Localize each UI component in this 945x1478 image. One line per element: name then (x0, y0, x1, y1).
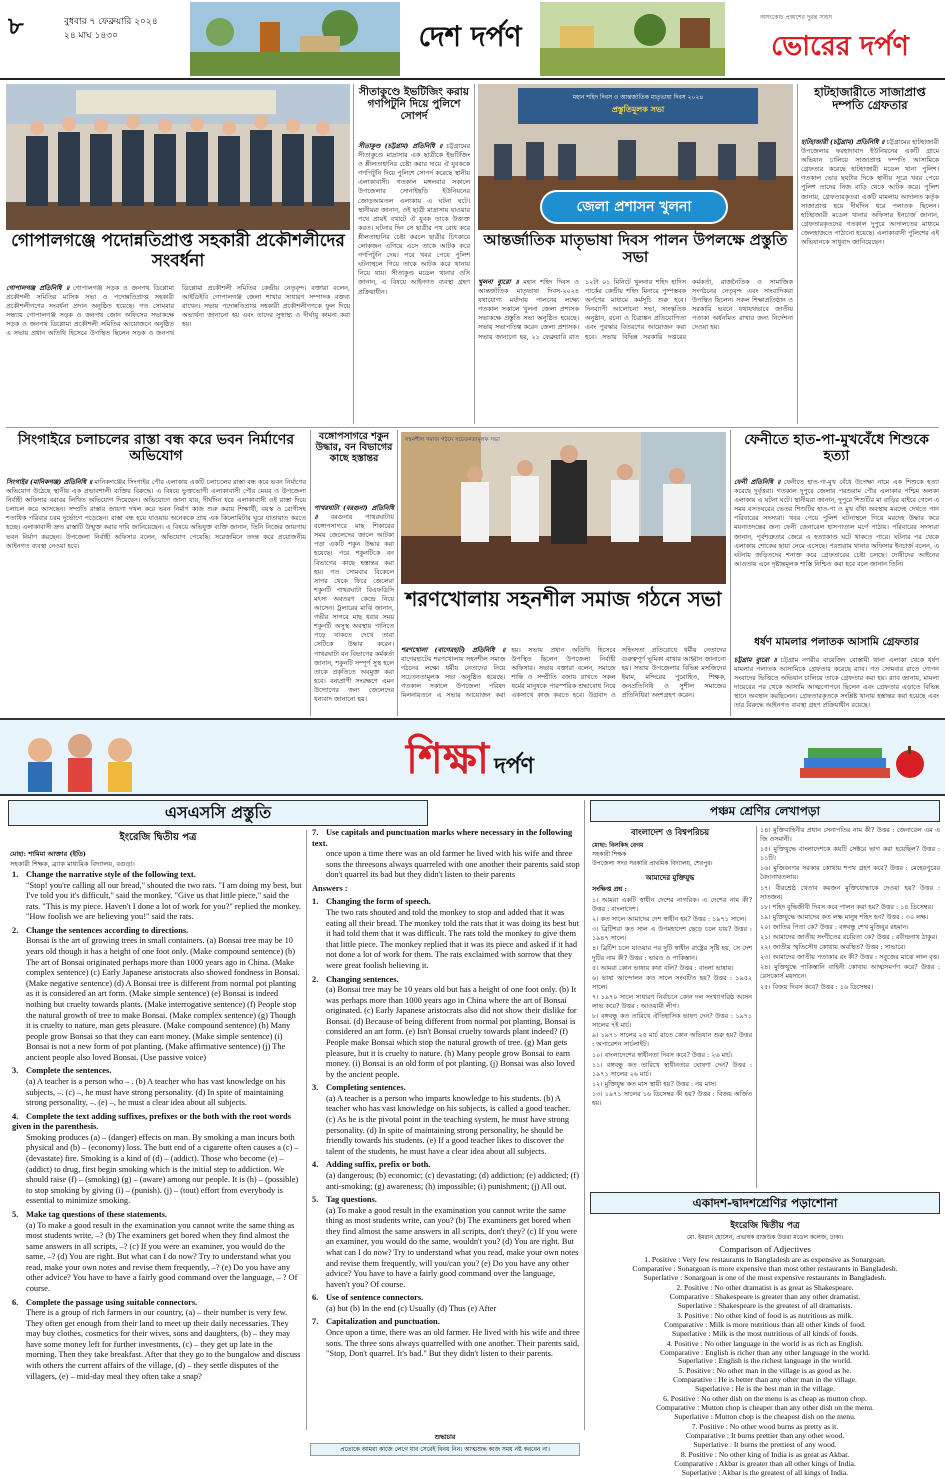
class5-question-item: ১। আমরা একটি স্বাধীন দেশের নাগরিক। এ দেশের নাম কী? উত্তর : বাংলাদেশ। (592, 896, 752, 914)
gopalganj-body: গোপালগঞ্জ সড়ক ও জনপথ ডিপ্লোমা প্রকৌশলী সমিতির মাসিক সভা ও পদোন্নতিপ্রাপ্ত সহকারী প্রকৌশলীগণের সংবর্ধনা প্রদান অনুষ্ঠিত হয়েছে। গত সোমবার সন্ধ্যায় গোপালগঞ্জ সড়ক ও জনপথ জোন অফিসের সভাকক্ষে সড়ক ও জনপথ ডিপ্লোমা প্রকৌশলী সমিতির আয়োজনে অনুষ্ঠিত এ সভায় প্রধান অতিথি হিসেবে উপস্থিত ছিলেন সড়ক ও জনপথ ডিপ্লোমা প্রকৌশলী সমিতির কেন্দ্রীয় নেতৃবৃন্দ। বক্তারা বলেন, আইডিইবি গোপালগঞ্জ জেলা শাখার সাধারণ সম্পাদক বক্তব্য রাখেন। সভায় পদোন্নতিপ্রাপ্ত সহকারী প্রকৌশলীগণকে ফুল দিয়ে অভ্যর্থনা জানানো হয় এবং তাদের সুস্বাস্থ্য ও দীর্ঘায়ু কামনা করা হয়। (6, 284, 350, 338)
comparison-item (590, 1340, 940, 1367)
ssc-title-box (8, 800, 428, 826)
class5-question-item: ১২। মুক্তিযুদ্ধ কত মাস স্থায়ী হয়? উত্তর : নয় মাস। (592, 1079, 717, 1088)
class5-question-item: ২। কত সালে আমাদের দেশ স্বাধীন হয়? উত্তর : ১৯৭১ সালে। (592, 915, 747, 924)
ssc-question-number: 4. (312, 1160, 319, 1170)
language-day-byline: খুলনা ব্যুরো ॥ (478, 278, 519, 286)
comparison-number: 4. (666, 1338, 675, 1348)
comparison-number: 6. (663, 1394, 671, 1404)
ssc-question-number: 2. (12, 925, 19, 935)
class5-question-item: ২৪। মুক্তিযুদ্ধে পাকিস্তানি বাহিনী কোথায় আত্মসমর্পণ করে? উত্তর : রেসকোর্স ময়দানে। (760, 963, 940, 981)
ssc-question-heading (312, 1317, 580, 1328)
comparison-number: 8. (680, 1450, 689, 1460)
class5-title-box (590, 800, 940, 822)
date-line-2: ২৪ মাঘ ১৪৩০ (64, 31, 118, 41)
comparison-superlative: Superlative : English is the richest language in the world. (678, 1356, 852, 1366)
ssc-question-body: (a) A teacher is a person who – . (b) A teacher who has vast knowledge on his subjects, –. (c) –, he must have strong personality. (d) In spite of maintaining strong personality, –. (e) –, he must a clear idea about all subjects. (26, 1076, 286, 1108)
language-day-headline: আন্তর্জাতিক মাতৃভাষা দিবস পালন উপলক্ষে প্রস্তুতি সভা (483, 231, 788, 267)
comparison-superlative: Superlative : It burns the prettiest of any wood. (693, 1440, 837, 1450)
language-day-photo-banner-sub: প্রস্তুতিমূলক সভা (611, 105, 665, 114)
divider (310, 430, 311, 716)
comparison-superlative: Superlative : Sonargoan is one of the most expensive restaurants in Bangladesh. (643, 1272, 887, 1282)
ssc-question-body: There is a group of rich farmers in our country, (a) – their number is very few. They often get enough from their land to meet up their daily necessaries. They may buy clothes, cosmetics for their wives, sons and daughters, (b) – they may have some money left for further investments, (c) – they get up late in the morning. Then they take breakfast. After that they go to the bungalow and discuss with others the current affairs of the village, (d) – they settle disputes of the villagers, (e) – mid-day meal they often take a snap? (26, 1308, 301, 1381)
ssc-question-text: Changing the form of speech. (326, 897, 431, 907)
class11-heading: Comparison of Adjectives (719, 1244, 811, 1254)
divider (306, 830, 307, 1430)
ssc-question-text: Changing sentences. (326, 974, 399, 984)
ssc-question-text: Complete the passage using suitable connectors. (26, 1297, 198, 1307)
gopalganj-headline: গোপালগঞ্জে পদোন্নতিপ্রাপ্ত সহকারী প্রকৌশলীদের সংবর্ধনা (11, 231, 345, 271)
class5-question-item: ৭। ১৯৭০ সালে সাধারণ নির্বাচনে কোন দল সংখ্যাগরিষ্ঠ আসন লাভ করে? উত্তর : আওয়ামী লীগ। (592, 992, 752, 1011)
ssc-question-number: 6. (312, 1293, 319, 1303)
ssc-question-text: Change the narrative style of the following text. (26, 870, 196, 879)
gopalganj-byline: গোপালগঞ্জ প্রতিনিধি ॥ (6, 284, 70, 292)
ssc-question-heading (12, 870, 302, 881)
feni-body: ফেনীতে হাত-পা-মুখ বেঁধে উপেক্ষা নামে এক শিশুকে হত্যা করেছে দুর্বৃত্তরা। গতকাল দুপুরে জেলার পরশুরাম পৌর এলাকার পশ্চিম অলকা এলাকায় এ ঘটনা ঘটে। স্থানীয়রা জানান, দুপুরে শিশুটির মা বাড়ির বাইরে গেলে এ সময় বসতঘরের ভেতর শিশুটির হাত-পা ও মুখ বাঁধা অবস্থায় মরদেহ দেখতে পান পরিবারের সদস্যরা। খবর পেয়ে পুলিশ ঘটনাস্থলে গিয়ে মরদেহ উদ্ধার করে ময়নাতদন্তের জন্য ফেনী জেনারেল হাসপাতাল মর্গে পাঠায়। পরিবারের সদস্যরা জানান, পূর্বশত্রুতার জেরে এ হত্যাকাণ্ড ঘটে থাকতে পারে। ঘটনার পর থেকে এলাকায় শোকের ছায়া নেমে এসেছে। পরশুরাম থানার অফিসার ইনচার্জ বলেন, এ ঘটনায় জড়িতদের শনাক্ত করে গ্রেফতারের চেষ্টা চলছে। দোষীদের আইনের আওতায় এনে দৃষ্টান্তমূলক শাস্তি নিশ্চিত করা হবে বলে জানান তিনি। (734, 478, 939, 568)
ssc-teacher: মোহা: শামিমা আক্তার (ইতি) (10, 850, 87, 858)
sharankhola-body: বাগেরহাটের শরণখোলায় সহনশীল সমাজ গঠনের লক্ষ্যে ধর্মীয় নেতাদের নিয়ে সচেতনতামূলক সভা অনুষ্ঠিত হয়েছে। গতকাল সকালে উপজেলা পরিষদ মিলনায়তনে এ সভার আয়োজন করা হয়। সভায় প্রধান অতিথি হিসেবে উপস্থিত ছিলেন উপজেলা নির্বাহী অফিসার। সভায় বক্তারা বলেন, সমাজে শান্তি ও সম্প্রীতি বজায় রাখতে সকল ধর্মের মানুষকে পারস্পরিক শ্রদ্ধাবোধ নিয়ে একসাথে কাজ করতে হবে। উগ্রবাদ ও সহিংসতা প্রতিরোধে ধর্মীয় নেতাদের গুরুত্বপূর্ণ ভূমিকা রাখার আহ্বান জানানো হয়। সভায় উপজেলার বিভিন্ন মসজিদের ইমাম, মন্দিরের পুরোহিত, শিক্ষক, জনপ্রতিনিধি ও সুশীল সমাজের প্রতিনিধিরা অংশগ্রহণ করেন। (401, 646, 726, 700)
class5-teacher-role: সহকারী শিক্ষক (592, 851, 627, 858)
education-band-title (310, 726, 630, 792)
ssc-question-text: Answers : (312, 883, 348, 893)
comparison-positive-text: Positive : No other language in the world is as rich as English. (674, 1338, 864, 1348)
ssc-question-number: 5. (312, 1195, 319, 1205)
hathazari-byline: হাটহাজারী (চট্টগ্রাম) প্রতিনিধি ॥ (801, 138, 885, 146)
class5-question-item: ৪। ব্রিটিশ চলে যাওয়ার পর দুটি স্বাধীন রাষ্ট্রের সৃষ্টি হয়, সে দেশ দুটির নাম কী? উত্তর : ভারত ও পাকিস্তান। (592, 944, 752, 962)
class5-question-item: ১৭। বীরশ্রেষ্ঠ খেতাব কয়জন মুক্তিযোদ্ধাকে দেওয়া হয়? উত্তর : সাতজন। (760, 883, 940, 901)
ssc-question-number: 7. (312, 1317, 319, 1327)
ssc-title: এসএসসি প্রস্তুতি (164, 803, 272, 822)
singair-article (6, 478, 306, 714)
comparison-positive-text: Positive : Very few restaurants in Bangladesh are as expensive as Sonargoan. (651, 1255, 886, 1264)
class5-question-item: ২১। আমাদের জাতীয় সংগীতের রচয়িতা কে? উত্তর : রবীন্দ্রনাথ ঠাকুর। (760, 933, 938, 942)
rape-case-article (734, 656, 939, 714)
ssc-question-text: Make tag questions of these statements. (26, 1209, 167, 1219)
comparison-comparative: Comparative : Sonargoan is more expensive than most other restaurants in Bangladesh. (632, 1263, 898, 1273)
language-day-article (478, 278, 793, 424)
class5-question-item: ৮। বঙ্গবন্ধু কত তারিখে ঐতিহাসিক ভাষণ দেন? উত্তর : ১৯৭১ সালের ৭ই মার্চ। (592, 1012, 752, 1030)
sitakunda-article (358, 142, 470, 424)
comparison-superlative: Superlative : Mutton chop is the cheapest dish on the menu. (674, 1412, 856, 1422)
comparison-item (590, 1284, 940, 1311)
section-title: দেশ দর্পণ (400, 6, 540, 68)
ssc-question-block (12, 1066, 302, 1108)
comparison-comparative: Comparative : It burns prettier than any other wood. (685, 1431, 845, 1441)
ssc-question-block (12, 1112, 302, 1207)
class5-question-item: ২৩। আমাদের জাতীয় পতাকার রং কী? উত্তর : সবুজের মাঝে লাল বৃত্ত। (760, 953, 940, 962)
ssc-question-text: Completing sentences. (326, 1083, 406, 1093)
ssc-question-heading (312, 1293, 580, 1304)
rape-case-byline: চট্টগ্রাম ব্যুরো ॥ (734, 656, 777, 664)
class11-subject: ইংরেজি দ্বিতীয় পত্র (730, 1221, 800, 1231)
comparison-comparative: Comparative : Akbar is greater than all other kings of India. (674, 1458, 856, 1468)
divider (730, 430, 731, 716)
ssc-question-text: Adding suffix, prefix or both. (326, 1160, 431, 1170)
ssc-question-heading (12, 1112, 302, 1133)
comparison-item (590, 1395, 940, 1422)
comparison-comparative: Comparative : English is richer than any other language in the world. (659, 1347, 871, 1357)
footer-strip (310, 1432, 580, 1453)
class5-question-item: ১৫। মুক্তিযুদ্ধে বাংলাদেশকে কয়টি সেক্টরে ভাগ করা হয়েছিল? উত্তর : ১১টি। (760, 845, 940, 863)
language-day-body: মহান শহিদ দিবস ও আন্তর্জাতিক মাতৃভাষা দিবস-২০২৪ যথাযোগ্য মর্যাদায় পালনের লক্ষ্যে গতকাল সকালে খুলনা জেলা প্রশাসক সভাকক্ষে প্রস্তুতি সভা অনুষ্ঠিত হয়েছে। সভায় সভাপতিত্ব করেন জেলা প্রশাসক। সভায় জানানো হয়, ২১ ফেব্রুয়ারি রাত ১২টা ০১ মিনিটে খুলনার শহিদ হাদিস পার্কের কেন্দ্রীয় শহিদ মিনারে পুষ্পস্তবক অর্পণের মাধ্যমে কর্মসূচি শুরু হবে। দিনব্যাপী আলোচনা সভা, সাংস্কৃতিক অনুষ্ঠান, রচনা ও চিত্রাঙ্কন প্রতিযোগিতা এবং পুরস্কার বিতরণের আয়োজন করা হবে। সভায় বিভিন্ন সরকারি দপ্তরের কর্মকর্তা, রাজনৈতিক ও সামাজিক সংগঠনের নেতৃবৃন্দ এবং সাংবাদিকরা উপস্থিত ছিলেন। সকল শিক্ষাপ্রতিষ্ঠান ও সরকারি ভবনে যথাযথভাবে জাতীয় পতাকা অর্ধনমিত রাখার জন্য নির্দেশনা দেওয়া হয়। (478, 278, 793, 341)
rape-case-body: চট্টগ্রাম নগরীর বায়েজিদ বোস্তামী থানা এলাকা থেকে ধর্ষণ মামলার পলাতক আসামিকে গ্রেফতার করেছে র‍্যাব। গত সোমবার রাতে গোপন সংবাদের ভিত্তিতে অভিযান চালিয়ে তাকে গ্রেফতার করা হয়। র‍্যাব জানায়, মামলা দায়েরের পর থেকে আসামি আত্মগোপনে ছিলেন এবং গ্রেফতার এড়াতে বিভিন্ন স্থানে অবস্থান করছিলেন। গ্রেফতারকৃতকে সংশ্লিষ্ট থানায় হস্তান্তর করা হয়েছে এবং তার বিরুদ্ধে আইনগত ব্যবস্থা গ্রহণ প্রক্রিয়াধীন রয়েছে। (734, 656, 939, 710)
class5-question-item: ১৯। মুক্তিযুদ্ধে আমাদের কত লক্ষ মানুষ শহিদ হন? উত্তর : ৩০ লক্ষ। (760, 912, 929, 921)
class11-comparisons (590, 1255, 940, 1477)
divider (584, 800, 585, 1430)
class5-question-item: ৩। ব্রিটিশরা কত সাল এ উপমহাদেশ ছেড়ে চলে যায়? উত্তর : ১৯৪৭ সালে। (592, 925, 752, 943)
education-band-title-main: শিক্ষা (406, 734, 490, 783)
footer-label: শুদ্ধাচার (434, 1433, 456, 1441)
ssc-question-heading (12, 1210, 302, 1221)
ssc-subject: ইংরেজি দ্বিতীয় পত্র (119, 832, 197, 843)
education-band-title-sub: দর্পণ (494, 753, 534, 779)
ssc-question-heading (12, 1298, 302, 1309)
masthead-photo-strip-right (540, 2, 725, 76)
ssc-question-body: (a) but (b) In the end (c) Usually (d) Thus (e) After (326, 1303, 497, 1313)
ssc-question-block (312, 1160, 580, 1192)
class5-question-item: ১৪। মুক্তিবাহিনীর প্রধান সেনাপতির নাম কী? উত্তর : জেনারেল এম এ জি ওসমানী। (760, 826, 940, 844)
class5-chapter: আমাদের মুক্তিযুদ্ধ (645, 873, 695, 882)
class5-school: উপজেলা সদর সরকারি প্রাথমিক বিদ্যালয়, শেরপুর। (592, 860, 713, 867)
hathazari-headline: হাটহাজারীতে সাজাপ্রাপ্ত দম্পতি গ্রেফতার (814, 85, 926, 113)
class11-teacher: মো. ইমরান হোসেন, প্রভাষক রাজউক উত্তরা মডেল কলেজ, ঢাকা। (686, 1234, 844, 1241)
sitakunda-byline: সীতাকুণ্ড (চট্টগ্রাম) প্রতিনিধি ॥ (358, 142, 443, 150)
ssc-question-heading (312, 884, 580, 895)
ssc-question-number: 5. (12, 1209, 19, 1219)
ssc-question-number: 7. (312, 828, 319, 837)
gopalganj-article (6, 284, 350, 424)
ssc-question-block (12, 1210, 302, 1295)
bangopsagar-byline: পাথরঘাটা (বরগুনা) প্রতিনিধি ॥ (314, 504, 394, 522)
comparison-item (590, 1451, 940, 1478)
comparison-number: 5. (678, 1366, 687, 1376)
comparison-superlative: Superlative : Shakespeare is the greatest of all dramatists. (677, 1300, 853, 1310)
comparison-positive-text: Positive : No other man in the village is as good as he. (686, 1366, 852, 1376)
class5-question-item: ১৬। মুজিবনগর সরকার কোথায় শপথ গ্রহণ করে? উত্তর : মেহেরপুরের বৈদ্যনাথতলায়। (760, 864, 940, 882)
sharankhola-byline: শরণখোলা (বাগেরহাট) প্রতিনিধি ॥ (401, 646, 506, 654)
comparison-superlative: Superlative : Akbar is the greatest of all kings of India. (681, 1467, 849, 1477)
comparison-number: 1. (644, 1255, 652, 1264)
class11-title-box (590, 1192, 940, 1214)
ssc-question-heading (312, 1160, 580, 1171)
comparison-comparative: Comparative : Shakespeare is greater than any other dramatist. (669, 1291, 861, 1301)
divider (397, 430, 398, 716)
gopalganj-photo (6, 84, 350, 230)
ssc-question-heading (312, 975, 580, 986)
comparison-comparative: Comparative : He is better than any other man in the village. (673, 1375, 857, 1385)
class5-title: পঞ্চম শ্রেণির লেখাপড়া (710, 804, 820, 818)
ssc-question-body: The two rats shouted and told the monkey to stop and added that it was eating all their bread. The monkey told the rats that it was doing its best but it had told them that it was difficult. The rats told the monkey to give them that little piece. The monkey replied that it was its piece and asked if it had not done a lot of work for them. The rats exclaimed with sorrow that they were great foolish believing it. (326, 908, 579, 970)
bangopsagar-body: বরগুনার পাথরঘাটায় বঙ্গোপসাগরে মাছ শিকারের সময় জেলেদের জালে আটকা পড়া একটি শকুন উদ্ধার করা হয়েছে। পরে শকুনটিকে বন বিভাগের কাছে হস্তান্তর করা হয়। গত সোমবার বিকেলে সাগর থেকে ফিরে জেলেরা শকুনটি পাথরঘাটা বিএফডিসি মৎস্য অবতরণ কেন্দ্রে নিয়ে আসেন। ট্রলারের মাঝি জানান, গভীর সাগরে মাছ ধরার সময় শকুনটি অসুস্থ অবস্থায় পানিতে পড়ে থাকতে দেখে তারা সেটিকে উদ্ধার করেন। পাথরঘাটা বন বিভাগের কর্মকর্তা জানান, শকুনটি সম্পূর্ণ সুস্থ হলে তাকে প্রকৃতিতে অবমুক্ত করা হবে। বন্যপ্রাণী সংরক্ষণে এমন উদ্যোগের জন্য জেলেদের ধন্যবাদ জানানো হয়। (314, 513, 394, 703)
ssc-teacher-role: সহকারী শিক্ষক, ব্র্যাক মাধ্যমিক বিদ্যালয়, বগুড়া। (10, 860, 135, 868)
bangopsagar-article (314, 504, 394, 714)
class5-question-item: ৯। ১৯৭১ সালের ২৫ মার্চ রাতে কোন অভিযান শুরু হয়? উত্তর : অপারেশন সার্চলাইট। (592, 1031, 752, 1049)
ssc-question-number: 4. (12, 1111, 19, 1121)
class5-question-item: ১৩। ১৯৭১ সালের ১৬ ডিসেম্বর কী হয়? উত্তর : বিজয় অর্জিত হয়। (592, 1089, 752, 1107)
hathazari-article (801, 138, 939, 424)
language-day-logo-text: জেলা প্রশাসন খুলনা (576, 199, 692, 215)
ssc-question-heading (312, 828, 580, 849)
ssc-column-2 (312, 828, 580, 1430)
ssc-question-body: "Stop! you're calling all our bread," shouted the two rats. "I am doing my best, but I've told you it's difficult," said the monkey. "Give us that little piece," said the rats. "This is my piece. Haven't I done a lot of work for you?" replied the monkey. "How foolish we are believing you!" said the rats. (26, 880, 302, 922)
ssc-question-number: 1. (12, 870, 19, 879)
ssc-question-block (312, 1083, 580, 1157)
class5-subject: বাংলাদেশ ও বিশ্বপরিচয় (630, 827, 710, 837)
education-band (0, 718, 945, 796)
ssc-question-text: Complete the text adding suffixes, prefixes or the both with the root words given in the parenthesis. (12, 1111, 291, 1132)
ssc-question-block (312, 1293, 580, 1314)
ssc-question-text: Change the sentences according to directions. (26, 925, 189, 935)
ssc-question-number: 1. (312, 897, 319, 907)
comparison-item (590, 1367, 940, 1394)
divider (797, 84, 798, 424)
ssc-question-body: Smoking produces (a) – (danger) effects on man. By smoking a man incurs both physical and (b) – (economy) loss. The butt end of a cigarette often causes a (c) – (devastate) fire. Smoking is a kind of (d) – (addict). Those who become (e) – (addict) to drug, first begin smoking which is the initial step to addiction. We should raise (f) – (smoking) (g) – (aware) among our people. It is (h) – (possible) to stop smoking by giving (i) – (punish). (j) – (tout) effort from everybody is essential to minimize smoking. (26, 1132, 299, 1206)
comparison-number: 7. (691, 1422, 700, 1432)
ssc-question-text: Tag questions. (326, 1195, 377, 1205)
sharankhola-headline: শরণখোলায় সহনশীল সমাজ গঠনে সভা (405, 587, 722, 611)
divider (474, 84, 475, 424)
comparison-positive-text: Positive : No other wood burns as pretty as it. (699, 1422, 839, 1432)
ssc-question-text: Capitalization and punctuation. (326, 1317, 440, 1327)
language-day-logo (540, 190, 728, 224)
comparison-number: 2. (676, 1282, 685, 1292)
rape-case-headline: ধর্ষণ মামলার পলাতক আসামি গ্রেফতার (754, 636, 919, 648)
sitakunda-headline: সীতাকুণ্ডে ইভটিজিং করায় গণপিটুনি দিয়ে পুলিশে সোপর্দ (359, 86, 469, 123)
comparison-positive-text: Positive : No other kind of food is as nutritious as milk. (684, 1310, 854, 1320)
ssc-question-block (12, 926, 302, 1064)
ssc-question-heading (312, 1083, 580, 1094)
divider (6, 427, 939, 428)
ssc-question-text: Use capitals and punctuation marks where necessary in the following text. (312, 828, 573, 848)
hathazari-body: চট্টগ্রামের হাটহাজারী উপজেলার ফরহাদাবাদ ইউনিয়নের একটি গ্রামে অভিযান চালিয়ে সাজাপ্রাপ্ত দম্পতি আসামিকে গ্রেফতার করেছে হাটহাজারী মডেল থানা পুলিশ। গতকাল ভোর ছয়টার দিকে স্থানীয় সূত্রে খবর পেয়ে পুলিশ তাদের নিজ বাড়ি থেকে আটক করে। পুলিশ জানায়, গ্রেফতারকৃতরা একটি মামলায় আদালত কর্তৃক সাজাপ্রাপ্ত হয়ে দীর্ঘদিন ধরে পলাতক ছিলেন। হাটহাজারী মডেল থানার অফিসার ইনচার্জ জানান, গ্রেফতারকৃতদের গতকাল দুপুরে আদালতের মাধ্যমে জেলহাজতে পাঠানো হয়েছে। এলাকাবাসী পুলিশের এই অভিযানকে সাধুবাদ জানিয়েছেন। (801, 138, 939, 247)
class5-question-item: ৫। আমরা কোন ভাষায় কথা বলি? উত্তর : বাংলা ভাষায়। (592, 963, 734, 972)
ssc-question-number: 3. (312, 1083, 319, 1093)
ssc-question-block (312, 828, 580, 881)
singair-byline: সিংগাইর (মানিকগঞ্জ) প্রতিনিধি ॥ (6, 478, 93, 486)
class5-list-right (760, 826, 940, 1188)
ssc-question-number: 6. (12, 1297, 19, 1307)
ssc-question-block (312, 1195, 580, 1290)
ssc-question-block (312, 884, 580, 895)
ssc-column-1 (12, 870, 302, 1430)
education-band-children-image (10, 724, 150, 794)
ssc-question-body: (a) To make a good result in the examination you cannot write the same thing as most students write, –? (b) The examiners get bored when they find almost the same answers in all scripts, –? (c) If you were an examiner, you would do the same, –? (d) You are right. But what can I do now? Try to understand what you read, make your own notes and revise them frequently, –? (e) Do you have any other advice? You have to have a fairly good command over the language, – ? Of course. (26, 1220, 298, 1293)
comparison-positive-text: Positive : No other dish on the menu is as cheap as mutton chop. (670, 1394, 867, 1404)
class5-list-left (592, 896, 752, 1188)
page-number: ৮ (8, 11, 24, 40)
ssc-question-body: (a) To make a good result in the examination you cannot write the same thing as most students write, can you? (b) The examiners get bored when they find almost the same answers in all scripts, don't they? (c) If you were an examiner, you would do the same, wouldn't you? (d) You are right. But what can I do now? Try to understand what you read, make your own notes and revise them frequently, will you/can you? (e) Do you have any other advice? You have to have a fairly good command over the language, haven't you? Of course. (326, 1205, 579, 1289)
singair-body: মানিকগঞ্জের সিংগাইর পৌর এলাকায় একটি চলাচলের রাস্তা বন্ধ করে ভবন নির্মাণের অভিযোগ উঠেছে স্থানীয় এক প্রভাবশালী ব্যক্তির বিরুদ্ধে। এ বিষয়ে ভুক্তভোগী এলাকাবাসী পৌর মেয়র ও উপজেলা নির্বাহী অফিসার বরাবর লিখিত অভিযোগ দিয়েছেন। অভিযোগে জানা যায়, দীর্ঘদিন ধরে এলাকাবাসী ওই রাস্তা দিয়ে চলাচল করে আসছেন। সম্প্রতি রাস্তার জায়গা দখল করে ভবন নির্মাণ কাজ শুরু করায় শিক্ষার্থী, বয়স্ক ও রোগীসহ শতাধিক পরিবার চরম দুর্ভোগে পড়েছেন। রাস্তা বন্ধ হয়ে যাওয়ায় অনেককে প্রায় এক কিলোমিটার ঘুরে যাতায়াত করতে হচ্ছে। এলাকাবাসী দ্রুত রাস্তাটি উন্মুক্ত করার দাবি জানিয়েছেন। এ বিষয়ে অভিযুক্ত ব্যক্তি জানান, তিনি নিজের জায়গায় ভবন নির্মাণ করছেন। উপজেলা নির্বাহী অফিসার বলেন, অভিযোগ পেয়েছি। সরেজমিনে তদন্ত করে প্রয়োজনীয় আইনগত ব্যবস্থা নেওয়া হবে। (6, 478, 306, 550)
class5-question-item: ১১। বঙ্গবন্ধু কত তারিখে স্বাধীনতার ঘোষণা দেন? উত্তর : ১৯৭১ সালের ২৬ মার্চ। (592, 1060, 752, 1078)
class5-intro: সংক্ষিপ্ত প্রশ্ন : (592, 885, 627, 893)
ssc-question-heading (312, 1195, 580, 1206)
ssc-question-block (12, 870, 302, 923)
ssc-question-number: 3. (12, 1066, 19, 1076)
language-day-photo-banner: মহান শহিদ দিবস ও আন্তর্জাতিক মাতৃভাষা দিবস ২০২৪ (572, 94, 704, 101)
comparison-item (590, 1423, 940, 1450)
ssc-question-heading (12, 926, 302, 937)
comparison-comparative: Comparative : Milk is more nutritious than all other kinds of food. (664, 1319, 866, 1329)
sharankhola-article (401, 646, 726, 714)
sharankhola-photo-banner: সহনশীল সমাজ গঠনে সচেতনতামূলক সভা (405, 437, 500, 443)
class5-question-item: ৬। ভাষা আন্দোলন কত সালে সংঘটিত হয়? উত্তর : ১৯৫২ সালে। (592, 973, 752, 991)
bangopsagar-headline: বঙ্গোপসাগরে শকুন উদ্ধার, বন বিভাগের কাছে হস্তান্তর (315, 431, 393, 464)
ssc-question-number: 2. (312, 974, 319, 984)
ssc-question-body: (a) A teacher is a person who imparts knowledge to his students. (b) A teacher who has vast knowledge on his subjects, is called a good teacher. (c) As he is the pivotal point in the teaching system, he must have strong personality. (d) In spite of maintaining strong personality, he should be friendly towards his students. (e) If a good teacher likes to discover the talent of the students, he must have a clear idea about all subjects. (326, 1093, 571, 1156)
ssc-question-heading (312, 897, 580, 908)
date-line-1: বুধবার ৭ ফেব্রুয়ারি ২০২৪ (64, 17, 158, 27)
singair-headline: সিংগাইরে চলাচলের রাস্তা বন্ধ করে ভবন নির্মাণের অভিযোগ (17, 432, 295, 465)
comparison-positive-text: Positive : No other king of India is as great as Akbar. (688, 1450, 850, 1460)
footer-text: প্রত্যেকে আমরা কাজে লেগে যাব সেরেই বিনয় নিন। আত্মশুদ্ধ কাজ সময় নষ্ট করবেন না। (310, 1443, 580, 1456)
class5-question-item: ২৫। বিজয় দিবস কবে? উত্তর : ১৬ ডিসেম্বর। (760, 982, 874, 991)
comparison-positive-text: Positive : No other dramatist is as great as Shakespeare. (684, 1282, 854, 1292)
comparison-superlative: Superlative : Milk is the most nutritious of all kinds of foods. (671, 1328, 859, 1338)
divider (353, 84, 354, 424)
education-band-books-image (790, 724, 935, 794)
ssc-question-body: Once upon a time, there was an old farmer. He lived with his wife and three sons. The three sons always quarrelled with one another. Their parents said, "Stop, Don't quarrel. It's bad." But they didn't listen to their parents. (326, 1328, 580, 1359)
comparison-superlative: Superlative : He is the best man in the village. (694, 1384, 836, 1394)
ssc-question-heading (12, 1066, 302, 1077)
comparison-item (590, 1312, 940, 1339)
class5-question-item: ২২। জাতীয় স্মৃতিসৌধ কোথায় অবস্থিত? উত্তর : সাভারে। (760, 943, 906, 952)
sharankhola-photo (401, 432, 726, 584)
class5-teacher: মোছা: বিলকিছ বেগম (592, 842, 644, 849)
class5-question-item: ২০। জাতির পিতা কে? উত্তর : বঙ্গবন্ধু শেখ মুজিবুর রহমান। (760, 922, 909, 931)
ssc-question-text: Use of sentence connectors. (326, 1293, 424, 1303)
masthead (0, 0, 945, 80)
feni-article (734, 478, 939, 634)
comparison-item (590, 1256, 940, 1283)
brand-tagline: অসংকোচ প্রকাশের দুরন্ত সাহস (760, 14, 833, 21)
ssc-question-body: (a) dangerous; (b) economic; (c) devastating; (d) addiction; (e) addicted; (f) anti-smoking; (g) awareness; (h) impossible; (i) punishment; (j) All out. (326, 1170, 580, 1191)
feni-headline: ফেনীতে হাত-পা-মুখবেঁধে শিশুকে হত্যা (744, 432, 929, 465)
ssc-question-block (12, 1298, 302, 1383)
feni-byline: ফেনী প্রতিনিধি ॥ (734, 478, 781, 486)
class5-question-item: ১৮। শহিদ বুদ্ধিজীবী দিবস কবে পালন করা হয়? উত্তর : ১৪ ডিসেম্বর। (760, 902, 934, 911)
divider (756, 826, 757, 1188)
ssc-question-block (312, 897, 580, 971)
comparison-number: 3. (676, 1310, 685, 1320)
masthead-photo-strip-left (190, 2, 400, 76)
comparison-comparative: Comparative : Mutton chop is cheaper than any other dish on the menu. (656, 1403, 874, 1413)
ssc-question-body: once upon a time there was an old farmer he lived with his wife and three sons the threesons always quarreled with one another their parents said stop don't quarrel its bad but they didn't listen to their parents (326, 849, 580, 880)
ssc-question-text: Complete the sentences. (26, 1066, 112, 1076)
brand-logo: ভোরের দর্পণ (771, 31, 909, 62)
ssc-question-body: Bonsai is the art of growing trees in small containers. (a) Bonsai tree may be 10 years old though it has a height of one foot only. (Make compound sentence) (b) The art of Bonsai originated perhaps more than 1000 years ago in China. (Make complex sentence) (c) Early Japanese aristocrats also showed fondness in Bonsai. (Make negative sentence) (d) A Bonsai tree is different from normal pot planting as it is considered an art form. (Make simple sentence) (e) Bonsai is indeed nothing but cruelty towards plants. (Make interrogative sentence) (f) People stop the natural growth of tree to make Bonsai. (Make complex sentence) (g) Though it is cruelty to nature, man gets pleasure. (Make compound sentence) (h) Many people grow Bonsai so that they can earn money. (Make simple sentence) (i) Bonsai is not a new form of pot planting. (Make affirmative sentence) (j) The ancient people also loved Bonsai. (Use passive voice) (26, 936, 300, 1062)
ssc-question-body: (a) Bonsai tree may be 10 years old but has a height of one foot only. (b) It was perhaps more than 1000 years ago in China where the art of Bonsai originated. (c) Early Japanese aristocrats also did not show their dislike for Bonsai. (d) Because of being different from normal pot planting, Bonsai is considered an art form. (e) Isn't Bonsai cruelty towards plant indeed? (f) People make Bonsai which stop the natural growth of tree. (g) Man gets pleasure, but it is cruelty to nature. (h) Many people grow Bonsai to earn money. (i) Bonsai is an old form of pot planting. (j) Bonsai was also loved by the ancient people. (326, 985, 577, 1079)
class11-title: একাদশ-দ্বাদশশ্রেণির পড়াশোনা (692, 1196, 838, 1210)
ssc-question-block (312, 975, 580, 1081)
ssc-question-block (312, 1317, 580, 1359)
sitakunda-body: চট্টগ্রামের সীতাকুণ্ডে মাদ্রাসার এক ছাত্রীকে ইভটিজিং ও শ্লীলতাহানির চেষ্টা করার দায়ে ঐ যুবককে গণপিটুনি দিয়ে পুলিশে সোপর্দ করেছে স্থানীয় এলাকাবাসী। গতকাল মঙ্গলবার সকালে উপজেলার সোনাইছড়ি ইউনিয়নের জোড়আমতল এলাকায় এ ঘটনা ঘটে। স্থানীয়রা জানান, ওই ছাত্রী মাদ্রাসায় যাওয়ার পথে প্রায়ই বখাটে ঐ যুবক তাকে উত্ত্যক্ত করত। ঘটনার দিন সে ছাত্রীর পথ রোধ করে শ্লীলতাহানির চেষ্টা করলে ছাত্রীর চিৎকারে লোকজন এগিয়ে এসে তাকে আটক করে গণপিটুনি দেয়। পরে খবর পেয়ে পুলিশ ঘটনাস্থলে গিয়ে তাকে আটক করে থানায় নিয়ে যায়। সীতাকুণ্ড মডেল থানার ওসি জানান, এ বিষয়ে আইনগত ব্যবস্থা গ্রহণ প্রক্রিয়াধীন। (358, 142, 470, 296)
class5-question-item: ১০। বাংলাদেশের স্বাধীনতা দিবস কবে? উত্তর : ২৬ মার্চ। (592, 1050, 733, 1059)
